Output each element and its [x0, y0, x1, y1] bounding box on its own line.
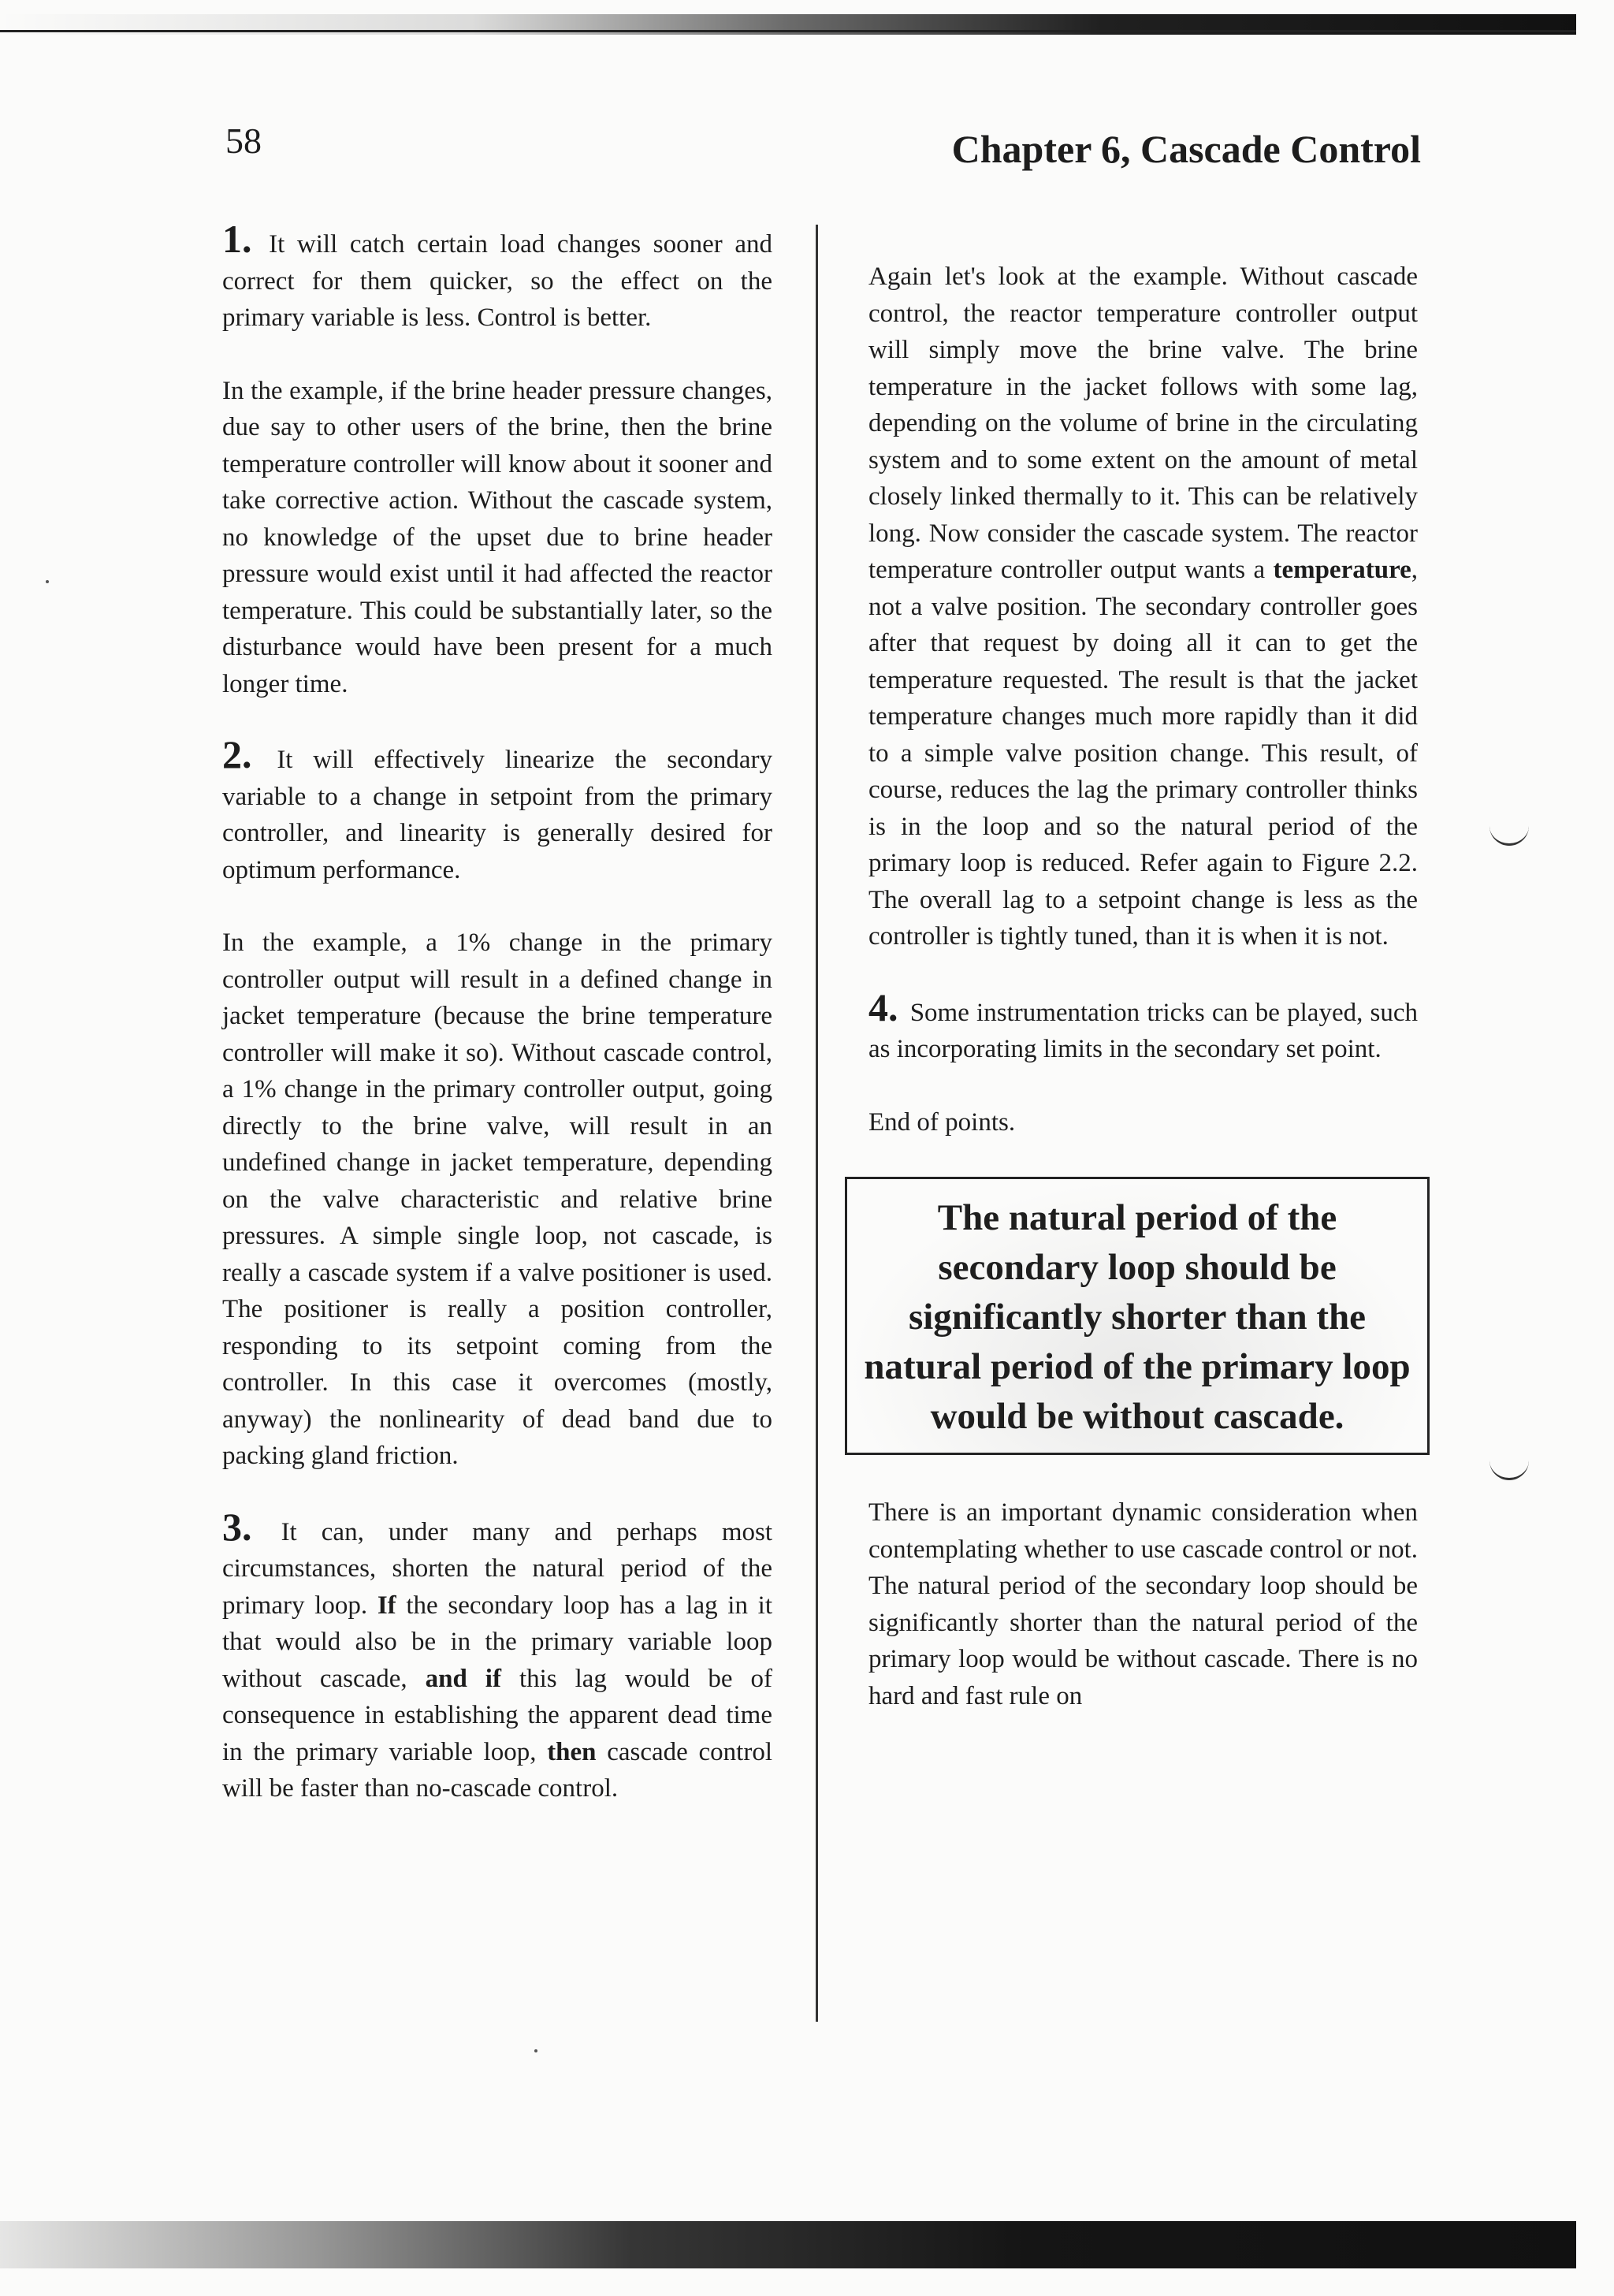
emphasis: temperature [1273, 556, 1411, 584]
paragraph-text: , not a valve position. The secondary controller goes after that request by doing all it can to get the temperature requested. The result is that the jacket temperature changes much more rapidly than it did to a simple valve position change. This result, of course, reduces the lag the primary controller thinks is in the loop and so the natural period of the primary loop is reduced. Refer again to Figure 2.2. The overall lag to a setpoint change is less as the controller is tightly tuned, than it is when it is not. [868, 556, 1419, 951]
emphasis: and if [425, 1664, 501, 1693]
point-text: the secondary loop has a lag in it that would also be in the primary variable loop without cascade, [222, 1591, 773, 1693]
paragraph-text: Again let's look at the example. Without cascade control, the reactor temperature controller output will simply move the brine valve. The brine temperature in the jacket follows with some lag, depending on the volume of brine in the circulating system and to some extent on the amount of metal closely linked thermally to it. This can be relatively long. Now consider the cascade system. The reactor temperature controller output wants a [868, 262, 1418, 584]
paragraph: In the example, if the brine header pressure changes, due say to other users of the brine, then the brine temperature controller will know about it sooner and take corrective action. Without the cascade system, no knowledge of the upset due to brine header pressure would exist until it had affected the reactor temperature. This could be substantially later, so the disturbance would have been present for a much longer time. [222, 376, 772, 698]
paragraph [868, 259, 1418, 955]
emphasis: then [547, 1737, 597, 1766]
point-number: 3. [222, 1504, 252, 1549]
point-4 [868, 984, 1419, 1068]
paragraph: End of points. [868, 1107, 1016, 1137]
scan-speck [534, 2049, 537, 2052]
point-text: this lag would be of consequence in establishing the apparent dead time in the primary variable loop, [222, 1664, 772, 1766]
point-3 [222, 1504, 773, 1807]
binder-notch [1489, 820, 1529, 846]
point-text: It will effectively linearize the secondary variable to a change in setpoint from the primary controller, and linearity is generally desired for optimum performance. [222, 746, 773, 884]
point-number: 1. [222, 217, 252, 261]
point-1 [222, 217, 772, 337]
point-2 [222, 732, 773, 888]
scan-edge-bottom [0, 2221, 1576, 2268]
point-text: cascade control will be faster than no-cascade control. [222, 1737, 773, 1803]
point-text: It will catch certain load changes sooner and correct for them quicker, so the effect on the primary variable is less. Control is better. [222, 230, 772, 332]
point-text: Some instrumentation tricks can be played, such as incorporating limits in the secondary set point. [868, 998, 1419, 1063]
left-column [222, 217, 773, 1844]
scan-speck [46, 580, 49, 583]
point-number: 4. [868, 984, 898, 1029]
chapter-title: Chapter 6, Cascade Control [951, 127, 1421, 171]
paragraph: There is an important dynamic consideration when contemplating whether to use cascade control or not. The natural period of the secondary loop should be significantly shorter than the natural period of the primary loop would be without cascade. There is no hard and fast rule on [868, 1498, 1418, 1710]
right-column [864, 259, 1419, 1751]
emphasis: If [377, 1591, 396, 1620]
scan-line-top [0, 30, 1576, 32]
binder-notch [1489, 1454, 1529, 1480]
column-divider [816, 225, 818, 2022]
paragraph: In the example, a 1% change in the primary controller output will result in a defined change in jacket temperature (because the brine temperature controller will make it so). Without cascade control, a 1% change in the primary controller output, going directly to the brine valve, will result in an undefined change in jacket temperature, depending on the valve characteristic and relative brine pressures. A simple single loop, not cascade, is really a cascade system if a valve positioner is used. The positioner is really a position controller, responding to its setpoint coming from the controller. In this case it overcomes (mostly, anyway) the nonlinearity of dead band due to packing gland friction. [222, 928, 772, 1470]
point-text: It can, under many and perhaps most circumstances, shorten the natural period of the primary loop. [222, 1517, 773, 1620]
callout-box: The natural period of the secondary loop should be significantly shorter than the natural period of the primary loop would be without cascade. [845, 1177, 1430, 1455]
point-number: 2. [222, 732, 252, 776]
page-number: 58 [225, 121, 262, 161]
